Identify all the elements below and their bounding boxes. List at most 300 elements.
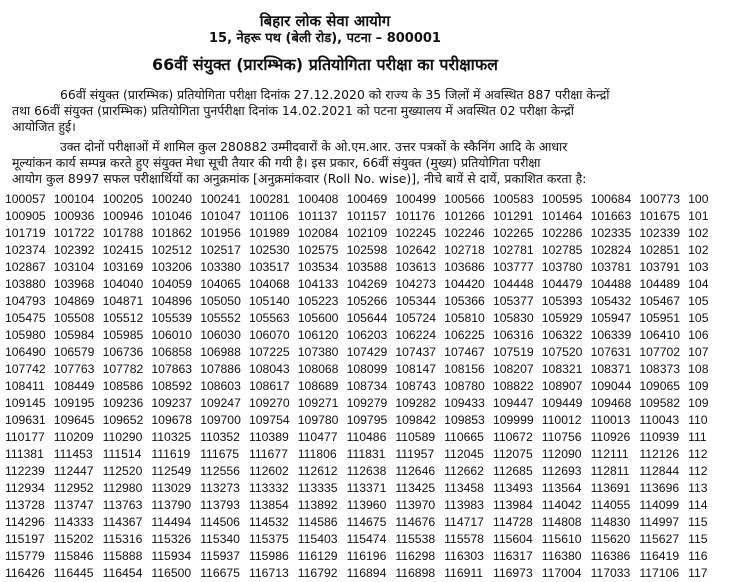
roll-number: 108371 [590, 362, 632, 376]
roll-number: 116973 [492, 566, 533, 580]
roll-number: 112045 [444, 447, 484, 461]
roll-number: 102286 [541, 226, 583, 240]
roll-number: 103780 [541, 260, 583, 274]
roll-number: 105 [688, 294, 709, 308]
roll-number: 111831 [346, 447, 386, 461]
roll-number: 112 [688, 464, 708, 478]
roll-number: 116713 [248, 566, 289, 580]
roll-number: 106339 [590, 328, 632, 342]
roll-number: 108373 [639, 362, 681, 376]
roll-number: 105 [688, 311, 709, 325]
roll-number: 107702 [639, 345, 681, 359]
roll-number: 103588 [346, 260, 388, 274]
roll-number: 107863 [151, 362, 193, 376]
roll-number: 107742 [5, 362, 46, 376]
roll-number: 109678 [151, 413, 193, 427]
roll-number: 107380 [297, 345, 339, 359]
roll-number-row [5, 191, 709, 208]
roll-number-row [5, 344, 709, 361]
roll-number: 114997 [639, 515, 680, 529]
roll-number: 107519 [492, 345, 534, 359]
roll-number: 103968 [53, 277, 95, 291]
roll-number: 113892 [297, 498, 338, 512]
roll-number: 102517 [200, 243, 241, 257]
roll-number: 104420 [444, 277, 485, 291]
roll-number: 110589 [395, 430, 436, 444]
roll-number: 112111 [590, 447, 629, 461]
roll-number: 112 [688, 447, 708, 461]
roll-number: 109282 [395, 396, 437, 410]
roll-number: 107429 [346, 345, 388, 359]
roll-number-row [5, 378, 709, 395]
roll-number: 104068 [248, 277, 290, 291]
roll-number: 103791 [639, 260, 681, 274]
roll-number: 114055 [590, 498, 631, 512]
roll-number: 105344 [395, 294, 437, 308]
roll-number: 105600 [297, 311, 339, 325]
roll-number: 114808 [541, 515, 582, 529]
roll-number: 109270 [248, 396, 290, 410]
roll-number: 110012 [541, 413, 582, 427]
roll-number-row [5, 480, 708, 497]
roll-number: 109 [688, 396, 709, 410]
roll-number: 108156 [444, 362, 485, 376]
roll-number: 102 [688, 243, 709, 257]
roll-number: 105512 [102, 311, 144, 325]
roll-number: 100057 [5, 192, 46, 206]
roll-number: 112612 [297, 464, 338, 478]
roll-number: 105810 [444, 311, 485, 325]
roll-number: 116792 [297, 566, 338, 580]
roll-number: 113029 [151, 481, 192, 495]
roll-number: 113793 [200, 498, 240, 512]
roll-number: 108321 [541, 362, 583, 376]
roll-number: 106224 [395, 328, 437, 342]
roll-number: 105985 [102, 328, 144, 342]
roll-number: 113747 [53, 498, 94, 512]
roll-number: 115888 [102, 549, 143, 563]
roll-number: 109065 [639, 379, 681, 393]
roll-number: 103880 [5, 277, 46, 291]
roll-number: 113728 [5, 498, 45, 512]
roll-number: 116298 [395, 549, 436, 563]
roll-number: 115 [688, 532, 708, 546]
roll-number: 102245 [395, 226, 437, 240]
roll-number: 100 [688, 192, 709, 206]
roll-number: 116894 [346, 566, 387, 580]
roll-number: 101719 [5, 226, 46, 240]
roll-number: 115 [688, 515, 708, 529]
roll-number: 103104 [53, 260, 95, 274]
roll-number: 111619 [151, 447, 191, 461]
roll-number: 109433 [444, 396, 485, 410]
roll-number: 110756 [541, 430, 582, 444]
roll-number: 105475 [5, 311, 46, 325]
roll-number: 104040 [102, 277, 144, 291]
roll-number: 113493 [492, 481, 533, 495]
roll-number: 113984 [492, 498, 533, 512]
roll-number: 108 [688, 362, 709, 376]
roll-number: 106490 [5, 345, 46, 359]
roll-number: 108743 [395, 379, 437, 393]
roll-number: 102824 [590, 243, 632, 257]
roll-number: 106410 [639, 328, 681, 342]
roll-number: 115316 [102, 532, 143, 546]
roll-number: 104273 [395, 277, 437, 291]
roll-number: 116454 [102, 566, 143, 580]
roll-number: 114494 [151, 515, 192, 529]
roll-number: 107 [688, 345, 709, 359]
roll-number: 110013 [590, 413, 631, 427]
roll-number: 109449 [541, 396, 583, 410]
roll-number: 108043 [248, 362, 290, 376]
roll-number: 117004 [541, 566, 582, 580]
roll-number: 109999 [492, 413, 534, 427]
roll-number: 100408 [297, 192, 339, 206]
roll-number: 111957 [395, 447, 435, 461]
roll-number: 114296 [5, 515, 45, 529]
roll-number: 101046 [151, 209, 193, 223]
roll-number: 114367 [102, 515, 143, 529]
roll-number: 104065 [200, 277, 241, 291]
roll-number: 100595 [541, 192, 583, 206]
roll-number: 105539 [151, 311, 193, 325]
roll-number: 112126 [639, 447, 680, 461]
roll-number: 114717 [444, 515, 484, 529]
roll-number-row [5, 514, 708, 531]
roll-number: 114532 [248, 515, 289, 529]
roll-number: 103169 [102, 260, 144, 274]
roll-number: 102718 [444, 243, 485, 257]
roll-number: 116445 [53, 566, 94, 580]
roll-number: 113983 [444, 498, 484, 512]
roll-number: 101291 [492, 209, 534, 223]
roll-number: 105223 [297, 294, 339, 308]
roll-number: 116419 [639, 549, 680, 563]
roll-number: 115326 [151, 532, 192, 546]
roll-number: 109195 [53, 396, 95, 410]
roll-number: 116898 [395, 566, 436, 580]
roll-number: 108603 [200, 379, 241, 393]
roll-number: 102781 [492, 243, 534, 257]
roll-number: 107763 [53, 362, 95, 376]
roll-number: 108068 [297, 362, 339, 376]
roll-number: 114830 [590, 515, 631, 529]
paragraph-line: आयोग कुल 8997 सफल परीक्षार्थियों का अनुक्रमांक [अनुक्रमांकवार (Roll No. wise)], नीचे बायें से दायें, प्रकाशित करता है: [12, 171, 587, 186]
roll-number: 113371 [346, 481, 387, 495]
roll-number: 109 [688, 379, 709, 393]
roll-number: 112934 [5, 481, 45, 495]
roll-number: 109700 [200, 413, 241, 427]
roll-number: 115986 [248, 549, 289, 563]
roll-number: 112693 [541, 464, 582, 478]
roll-number: 104896 [151, 294, 193, 308]
roll-number: 112662 [444, 464, 484, 478]
roll-number: 106858 [151, 345, 193, 359]
roll-number: 115937 [200, 549, 240, 563]
roll-number: 105432 [590, 294, 632, 308]
roll-number: 100936 [53, 209, 95, 223]
roll-number: 109468 [590, 396, 632, 410]
roll-number-row [5, 208, 709, 225]
organization-name: बिहार लोक सेवा आयोग [259, 12, 391, 30]
notice-header [0, 12, 650, 76]
roll-number: 110352 [200, 430, 240, 444]
roll-number: 100469 [346, 192, 388, 206]
roll-number: 115474 [346, 532, 387, 546]
roll-number: 101106 [248, 209, 289, 223]
roll-number: 109645 [53, 413, 95, 427]
roll-number: 115604 [492, 532, 533, 546]
roll-number: 109247 [200, 396, 241, 410]
roll-number: 111677 [248, 447, 288, 461]
roll-number: 113854 [248, 498, 289, 512]
roll-number: 106736 [102, 345, 144, 359]
roll-number: 112980 [102, 481, 143, 495]
roll-number: 108689 [297, 379, 339, 393]
roll-number: 102392 [53, 243, 95, 257]
roll-number: 108822 [492, 379, 534, 393]
roll-number: 112638 [346, 464, 387, 478]
roll-number: 116303 [444, 549, 484, 563]
roll-number: 113960 [346, 498, 387, 512]
roll-number: 108592 [151, 379, 193, 393]
roll-number: 101266 [444, 209, 485, 223]
roll-number: 117106 [639, 566, 680, 580]
roll-number: 106120 [297, 328, 339, 342]
roll-number: 112239 [5, 464, 45, 478]
roll-number: 110486 [346, 430, 387, 444]
roll-number: 100684 [590, 192, 632, 206]
roll-number: 110177 [5, 430, 45, 444]
roll-number: 106225 [444, 328, 485, 342]
roll-number: 101989 [248, 226, 290, 240]
roll-number: 104 [688, 277, 709, 291]
roll-number: 109631 [5, 413, 46, 427]
roll-number: 115846 [53, 549, 94, 563]
roll-number: 102339 [639, 226, 681, 240]
roll-number: 103613 [395, 260, 437, 274]
roll-number: 103517 [248, 260, 290, 274]
roll-number: 114586 [297, 515, 338, 529]
roll-number: 100773 [639, 192, 681, 206]
roll-number: 115403 [297, 532, 338, 546]
roll-number: 109795 [346, 413, 388, 427]
roll-number: 113763 [102, 498, 143, 512]
roll-number: 113790 [151, 498, 192, 512]
roll-number: 114099 [639, 498, 680, 512]
roll-number: 100281 [248, 192, 290, 206]
roll-number: 112685 [492, 464, 533, 478]
roll-number: 115340 [200, 532, 240, 546]
roll-number: 105140 [248, 294, 290, 308]
roll-number: 115197 [5, 532, 45, 546]
roll-number: 113691 [590, 481, 631, 495]
roll-number: 101675 [639, 209, 681, 223]
roll-number: 100499 [395, 192, 437, 206]
roll-number: 111514 [102, 447, 142, 461]
roll-number: 109279 [346, 396, 388, 410]
roll-number: 116196 [346, 549, 387, 563]
roll-number: 109236 [102, 396, 144, 410]
notice-title: 66वीं संयुक्त (प्रारम्भिक) प्रतियोगिता परीक्षा का परीक्षाफल [151, 55, 499, 74]
roll-number-row [5, 395, 709, 412]
roll-number: 103 [688, 260, 709, 274]
roll-number: 101176 [395, 209, 436, 223]
roll-number: 107886 [200, 362, 241, 376]
roll-number: 110672 [492, 430, 533, 444]
roll-number: 101157 [346, 209, 387, 223]
roll-number: 104448 [492, 277, 534, 291]
roll-number: 112075 [492, 447, 533, 461]
roll-number: 100946 [102, 209, 144, 223]
roll-number: 111 [688, 430, 707, 444]
roll-number-row [5, 225, 709, 242]
paragraph-line: मूल्यांकन कार्य सम्पन्न करते हुए संयुक्त मेधा सूची तैयार की गयी है। इस प्रकार, 66वीं संयुक्त (मुख्य) प्रतियोगिता परीक्षा [12, 155, 541, 170]
result-paragraph [12, 139, 644, 187]
roll-number: 105563 [248, 311, 290, 325]
roll-number: 113 [688, 481, 708, 495]
roll-number: 112090 [541, 447, 582, 461]
roll-number: 106322 [541, 328, 583, 342]
roll-number: 107467 [444, 345, 485, 359]
roll-number: 101862 [151, 226, 193, 240]
roll-number: 101137 [297, 209, 338, 223]
roll-number: 108411 [5, 379, 45, 393]
roll-number: 102374 [5, 243, 46, 257]
roll-number: 110 [688, 413, 708, 427]
roll-number: 103781 [590, 260, 632, 274]
roll-number: 103686 [444, 260, 485, 274]
roll-number: 116426 [5, 566, 45, 580]
roll-number: 106030 [200, 328, 241, 342]
roll-number: 110325 [151, 430, 192, 444]
roll-number: 112811 [590, 464, 630, 478]
roll-number: 114333 [53, 515, 94, 529]
roll-number: 114 [688, 498, 708, 512]
roll-number: 115375 [248, 532, 289, 546]
roll-number: 116911 [444, 566, 484, 580]
roll-number: 105644 [346, 311, 388, 325]
roll-number: 111453 [53, 447, 93, 461]
roll-number: 104059 [151, 277, 193, 291]
roll-number: 115934 [151, 549, 192, 563]
roll-number: 109447 [492, 396, 534, 410]
roll-number: 106579 [53, 345, 95, 359]
roll-number: 106 [688, 328, 709, 342]
roll-number: 103380 [200, 260, 241, 274]
roll-number: 116386 [590, 549, 631, 563]
paragraph-line: तथा 66वीं संयुक्त (प्रारम्भिक) प्रतियोगिता पुनर्परीक्षा दिनांक 14.02.2021 को पटना मुख्यालय में अवस्थित 02 परीक्षा केन्द्रों [12, 103, 574, 118]
roll-number: 112646 [395, 464, 436, 478]
roll-number: 113458 [444, 481, 484, 495]
roll-number-row [5, 531, 708, 548]
roll-number: 110939 [639, 430, 680, 444]
roll-number: 102415 [102, 243, 144, 257]
roll-number: 114506 [200, 515, 240, 529]
roll-number-list [5, 191, 709, 582]
roll-number: 103534 [297, 260, 339, 274]
roll-number: 115627 [639, 532, 680, 546]
roll-number: 114675 [346, 515, 387, 529]
roll-number: 115578 [444, 532, 484, 546]
roll-number: 106010 [151, 328, 193, 342]
roll-number: 101956 [200, 226, 241, 240]
roll-number: 107225 [248, 345, 290, 359]
roll-number: 101047 [200, 209, 241, 223]
roll-number: 102867 [5, 260, 46, 274]
roll-number: 113425 [395, 481, 436, 495]
roll-number: 109237 [151, 396, 193, 410]
roll-number: 109842 [395, 413, 437, 427]
roll-number: 115779 [5, 549, 45, 563]
roll-number-row [5, 259, 709, 276]
roll-number-row [5, 548, 708, 565]
roll-number: 107520 [541, 345, 583, 359]
roll-number: 113696 [639, 481, 680, 495]
roll-number: 102642 [395, 243, 437, 257]
roll-number: 116380 [541, 549, 582, 563]
roll-number: 104479 [541, 277, 583, 291]
roll-number-row [5, 310, 709, 327]
roll-number: 113335 [297, 481, 338, 495]
roll-number: 106316 [492, 328, 534, 342]
roll-number: 105980 [5, 328, 46, 342]
roll-number: 104488 [590, 277, 632, 291]
roll-number: 116317 [492, 549, 533, 563]
result-notice-page [0, 12, 709, 580]
roll-number-row [5, 446, 708, 463]
roll-number: 112549 [151, 464, 192, 478]
roll-number: 109780 [297, 413, 339, 427]
roll-number: 113332 [248, 481, 289, 495]
roll-number: 105552 [200, 311, 241, 325]
roll-number: 111381 [5, 447, 44, 461]
roll-number: 117033 [590, 566, 631, 580]
roll-number: 116129 [297, 549, 338, 563]
roll-number: 107437 [395, 345, 437, 359]
roll-number: 105724 [395, 311, 437, 325]
roll-number: 112520 [102, 464, 143, 478]
roll-number: 113273 [200, 481, 240, 495]
roll-number: 109145 [5, 396, 46, 410]
roll-number: 108099 [346, 362, 388, 376]
roll-number: 104489 [639, 277, 681, 291]
roll-number: 116675 [200, 566, 240, 580]
roll-number: 108734 [346, 379, 388, 393]
roll-number: 107631 [590, 345, 632, 359]
roll-number: 105266 [346, 294, 388, 308]
roll-number: 100241 [200, 192, 241, 206]
roll-number: 108586 [102, 379, 144, 393]
roll-number: 112447 [53, 464, 94, 478]
roll-number: 101663 [590, 209, 632, 223]
roll-number: 106988 [200, 345, 241, 359]
roll-number: 104869 [53, 294, 95, 308]
roll-number: 109582 [639, 396, 681, 410]
roll-number-row [5, 429, 707, 446]
roll-number: 112844 [639, 464, 680, 478]
roll-number: 102575 [297, 243, 339, 257]
roll-number: 102598 [346, 243, 388, 257]
intro-paragraph [12, 87, 644, 135]
roll-number: 104133 [297, 277, 339, 291]
paragraph-line: आयोजित हुई। [12, 119, 76, 134]
roll-number: 100566 [444, 192, 485, 206]
roll-number: 105947 [590, 311, 632, 325]
roll-number: 102785 [541, 243, 583, 257]
roll-number-row [5, 242, 709, 259]
